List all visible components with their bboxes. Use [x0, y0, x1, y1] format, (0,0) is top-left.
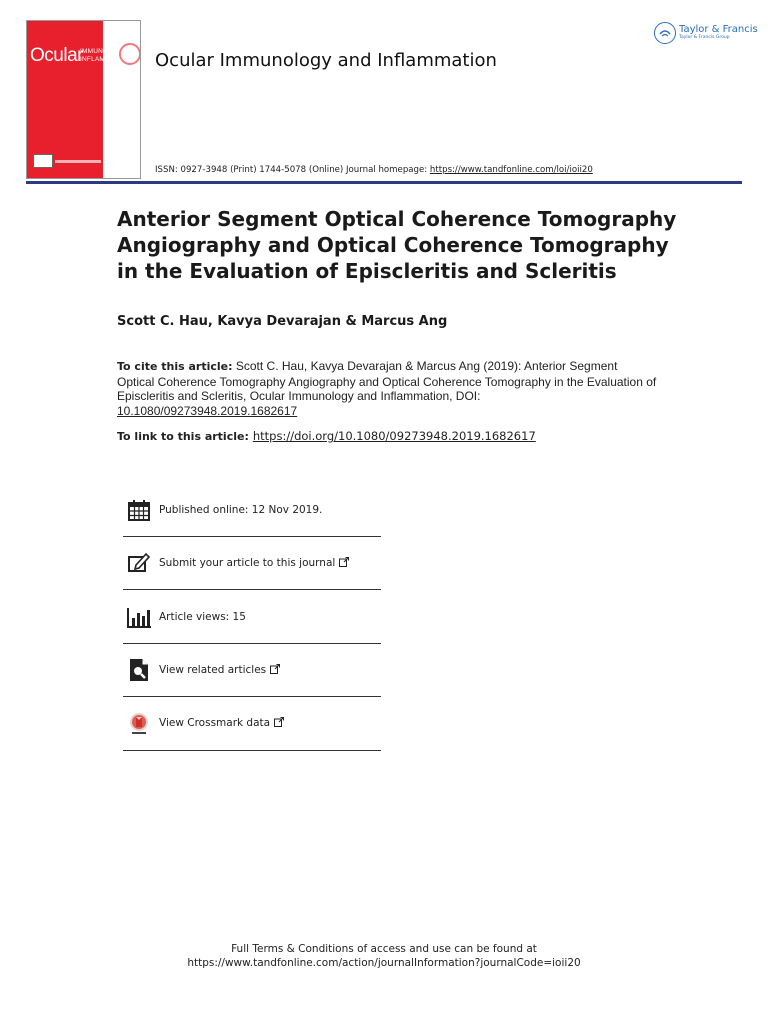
external-link-icon	[339, 557, 349, 567]
submit-article-row[interactable]	[123, 537, 381, 590]
issn-text: ISSN: 0927-3948 (Print) 1744-5078 (Online) Journal homepage:	[155, 165, 430, 175]
header-divider	[26, 181, 742, 184]
article-views-text: Article views: 15	[159, 610, 246, 623]
cite-doi-link[interactable]: 10.1080/09273948.2019.1682617	[117, 403, 298, 418]
article-title	[117, 206, 677, 284]
journal-title: Ocular Immunology and Inflammation	[155, 50, 497, 71]
citation	[117, 359, 657, 418]
crossmark-row[interactable]	[123, 697, 381, 750]
document-search-icon	[127, 658, 151, 682]
crossmark-text: View Crossmark data	[159, 717, 271, 730]
title-line-3: in the Evaluation of Episcleritis and Scleritis	[117, 259, 617, 283]
cover-badge-icon	[33, 154, 53, 168]
publisher-logo	[654, 22, 676, 44]
title-line-1: Anterior Segment Optical Coherence Tomography	[117, 207, 677, 231]
footer	[0, 942, 768, 970]
publisher-logo-icon	[654, 22, 676, 44]
publisher-group: Taylor & Francis Group	[679, 35, 730, 40]
article-views-row	[123, 590, 381, 643]
crossmark-icon	[127, 711, 151, 735]
cite-label: To cite this article:	[117, 360, 233, 373]
publisher-name	[679, 24, 758, 41]
cover-swirl-icon	[119, 43, 141, 65]
submit-article-text: Submit your article to this journal	[159, 557, 336, 570]
article-link	[117, 429, 536, 443]
title-line-2: Angiography and Optical Coherence Tomography	[117, 233, 669, 257]
cover-publisher-bar	[55, 160, 101, 163]
article-doi-url[interactable]: https://doi.org/10.1080/09273948.2019.1682617	[252, 429, 536, 443]
related-articles-link[interactable]	[159, 664, 280, 676]
footer-terms-link[interactable]: https://www.tandfonline.com/action/journalInformation?journalCode=ioii20	[187, 957, 581, 969]
crossmark-link[interactable]	[159, 717, 284, 729]
cite-text: Scott C. Hau, Kavya Devarajan & Marcus Ang (2019): Anterior Segment Optical Coherence Tomography Angiography and Optical Coherence Tomography in the Evaluation of Episcleritis and Scleritis, Ocular Immunology and Inflammation, DOI:	[117, 359, 657, 403]
external-link-icon	[270, 664, 280, 674]
calendar-icon	[127, 498, 151, 522]
edit-icon	[127, 551, 151, 575]
issn-line	[155, 165, 593, 175]
related-articles-row[interactable]	[123, 644, 381, 697]
cover-line-2: INFLAMMATION	[80, 56, 132, 63]
cover-line-1: IMMUNOLOGY	[80, 48, 128, 55]
journal-cover	[26, 20, 141, 179]
bar-chart-icon	[127, 605, 151, 629]
submit-article-link[interactable]	[159, 557, 349, 569]
journal-homepage-link[interactable]: https://www.tandfonline.com/loi/ioii20	[429, 165, 593, 175]
related-articles-text: View related articles	[159, 663, 267, 676]
article-authors: Scott C. Hau, Kavya Devarajan & Marcus Ang	[117, 314, 448, 329]
footer-line-1: Full Terms & Conditions of access and use can be found at	[231, 943, 537, 955]
published-online-text: Published online: 12 Nov 2019.	[159, 504, 323, 516]
article-metadata-list	[123, 484, 381, 751]
cover-word: Ocular	[30, 45, 83, 66]
published-online-row	[123, 484, 381, 537]
link-label: To link to this article:	[117, 430, 249, 443]
publisher-name-text: Taylor & Francis	[679, 24, 758, 35]
external-link-icon	[274, 717, 284, 727]
